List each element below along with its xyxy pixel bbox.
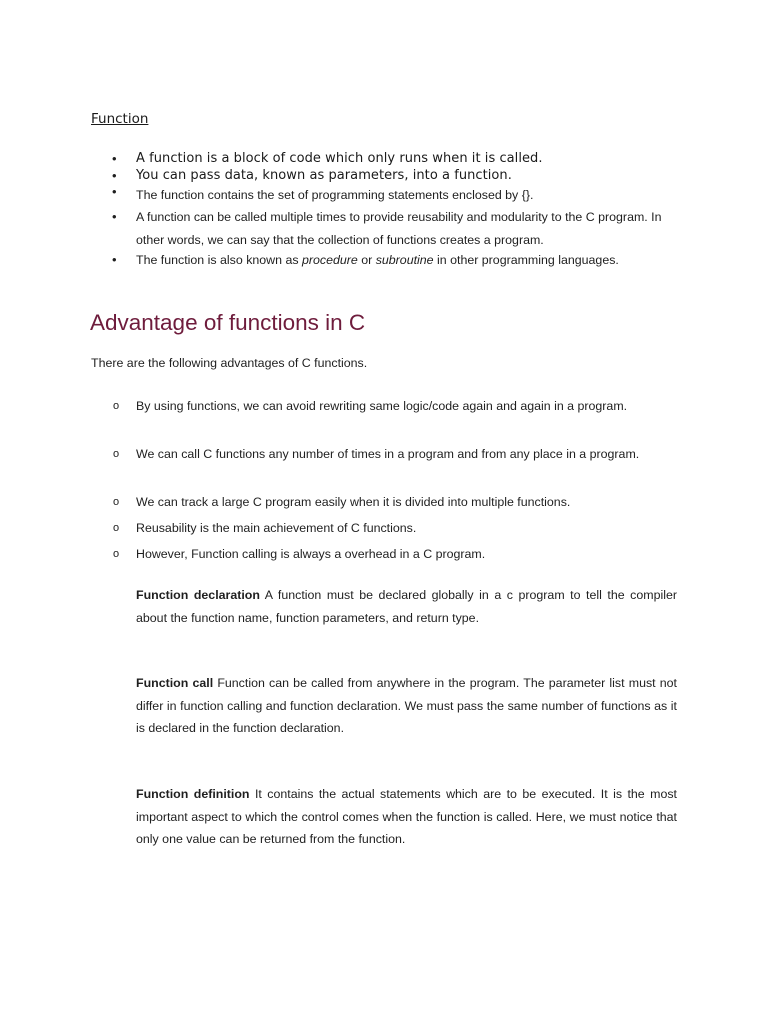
list-item-text: We can call C functions any number of times in a program and from any place in a program. xyxy=(136,447,640,461)
bullet-text: You can pass data, known as parameters, into a function. xyxy=(136,168,512,183)
bullet-text: The function contains the set of programming statements enclosed by {}. xyxy=(136,188,534,202)
intro-paragraph: There are the following advantages of C functions. xyxy=(91,356,368,370)
definition-text: It contains the actual statements which are to be executed. It is the most important aspect to which the control comes when the function is called. Here, we must notice that only one value can be returned from the function. xyxy=(136,787,677,846)
emphasis-subroutine: subroutine xyxy=(375,253,434,267)
bullet-marker: • xyxy=(112,184,117,199)
list-item-text: However, Function calling is always a overhead in a C program. xyxy=(136,547,486,561)
text-segment: The function is also known as xyxy=(136,253,302,267)
list-marker: o xyxy=(113,548,120,560)
definition-term: Function call xyxy=(136,676,214,690)
emphasis-procedure: procedure xyxy=(302,253,358,267)
definition-paragraph xyxy=(136,584,677,629)
list-marker: o xyxy=(113,522,120,534)
bullet-text: A function is a block of code which only runs when it is called. xyxy=(136,151,543,166)
definition-paragraph xyxy=(136,783,677,851)
definition-term: Function declaration xyxy=(136,588,260,602)
list-marker: o xyxy=(113,448,120,460)
list-marker: o xyxy=(113,400,120,412)
list-item-text: We can track a large C program easily when it is divided into multiple functions. xyxy=(136,495,571,509)
function-heading: Function xyxy=(91,111,149,127)
definition-text: A function must be declared globally in a c program to tell the compiler about the function name, function parameters, and return type. xyxy=(136,588,677,625)
text-segment: or xyxy=(357,253,376,267)
bullet-text: A function can be called multiple times to provide reusability and modularity to the C program. In other words, we can say that the collection of functions creates a program. xyxy=(136,210,662,247)
definition-text: Function can be called from anywhere in the program. The parameter list must not differ in function calling and function declaration. We must pass the same number of functions as it is declared in the function declaration. xyxy=(136,676,677,735)
bullet-marker: • xyxy=(112,168,117,183)
list-item-text: By using functions, we can avoid rewriting same logic/code again and again in a program. xyxy=(136,399,628,413)
section-title: Advantage of functions in C xyxy=(90,310,366,335)
definition-paragraph xyxy=(136,672,677,740)
bullet-text xyxy=(136,249,676,272)
bullet-marker: • xyxy=(112,252,117,267)
list-marker: o xyxy=(113,496,120,508)
bullet-marker: • xyxy=(112,209,117,224)
bullet-marker: • xyxy=(112,151,117,166)
text-segment: in other programming languages. xyxy=(433,253,619,267)
definition-term: Function definition xyxy=(136,787,250,801)
list-item-text: Reusability is the main achievement of C functions. xyxy=(136,521,417,535)
